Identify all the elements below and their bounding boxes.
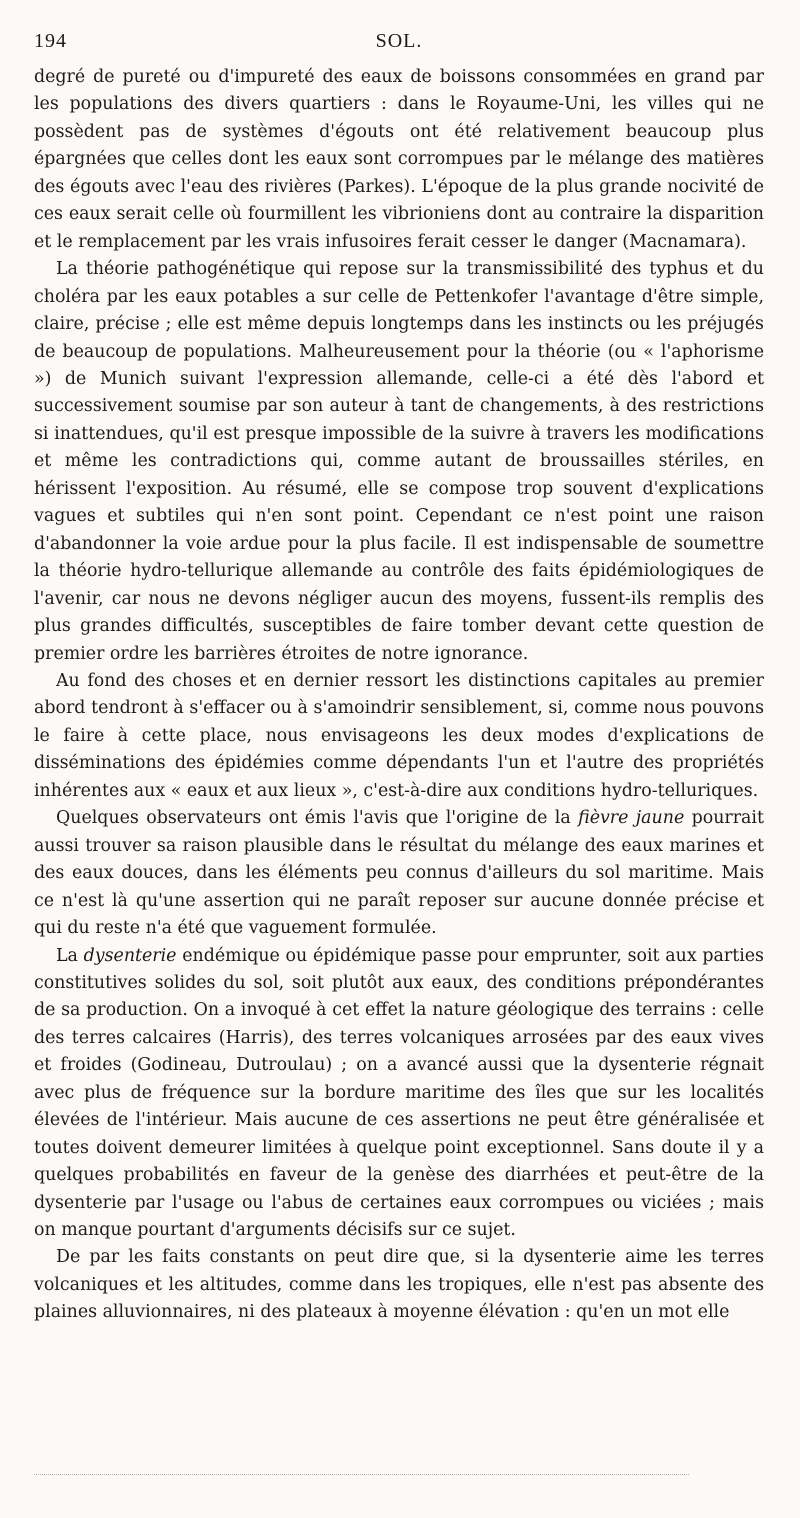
body-text (34, 64, 764, 1327)
page (34, 30, 764, 1327)
italic-term: fièvre jaune (578, 808, 685, 829)
paragraph (34, 805, 764, 942)
paragraph (34, 64, 764, 256)
paragraph-text: degré de pureté ou d'impureté des eaux de boissons consommées en grand par les populations des divers quartiers : dans le Royaume-Uni, les villes qui ne possèdent pas de systèmes d'égouts ont été relativement beaucoup plus épargnées que celles dont les eaux sont corrompues par le mélange des matières des égouts avec l'eau des rivières (Parkes). L'époque de la plus grande nocivité de ces eaux serait celle où fourmillent les vibrioniens dont au contraire la disparition et le remplacement par les vrais infusoires ferait cesser le danger (Macnamara). (34, 67, 764, 252)
paragraph-text: Au fond des choses et en dernier ressort les distinctions capitales au premier abord tendront à s'effacer ou à s'amoindrir sensiblement, si, comme nous pouvons le faire à cette place, nous envisageons les deux modes d'explications de disséminations des épidémies comme dépendants l'un et l'autre des propriétés inhérentes aux « eaux et aux lieux », c'est-à-dire aux conditions hydro-telluriques. (34, 670, 764, 801)
paragraph-text: Quelques observateurs ont émis l'avis que l'origine de la (56, 808, 579, 829)
paragraph-text: De par les faits constants on peut dire que, si la dysenterie aime les terres volcaniques et les altitudes, comme dans les tropiques, elle n'est pas absente des plaines alluvionnaires, ni des plateaux à moyenne élévation : qu'en un mot elle (34, 1247, 764, 1323)
paragraph (34, 256, 764, 668)
running-title: SOL. (375, 30, 423, 52)
italic-term: dysenterie (83, 945, 177, 966)
paragraph (34, 943, 764, 1245)
paragraph-text: pourrait aussi trouver sa raison plausible dans le résultat du mélange des eaux marines et des eaux douces, dans les éléments peu connus d'ailleurs du sol maritime. Mais ce n'est là qu'une assertion qui ne paraît reposer sur aucune donnée précise et qui du reste n'a été que vaguement formulée. (34, 808, 764, 939)
paragraph-text: endémique ou épidémique passe pour emprunter, soit aux parties constitutives solides du sol, soit plutôt aux eaux, des conditions prépondérantes de sa production. On a invoqué à cet effet la nature géologique des terrains : celle des terres calcaires (Harris), des terres volcaniques arrosées par des eaux vives et froides (Godineau, Dutroulau) ; on a avancé aussi que la dysenterie régnait avec plus de fréquence sur la bordure maritime des îles que sur les localités élevées de l'intérieur. Mais aucune de ces assertions ne peut être généralisée et toutes doivent demeurer limitées à quelque point exceptionnel. Sans doute il y a quelques probabilités en faveur de la genèse des diarrhées et peut-être de la dysenterie par l'usage ou l'abus de certaines eaux corrompues ou viciées ; mais on manque pourtant d'arguments décisifs sur ce sujet. (34, 945, 764, 1241)
footer-rule (34, 1474, 689, 1475)
paragraph-text: La (56, 945, 84, 966)
paragraph-text: La théorie pathogénétique qui repose sur la transmissibilité des typhus et du choléra par les eaux potables a sur celle de Pettenkofer l'avantage d'être simple, claire, précise ; elle est même depuis longtemps dans les instincts ou les préjugés de beaucoup de populations. Malheureusement pour la théorie (ou « l'aphorisme ») de Munich suivant l'expression allemande, celle-ci a été dès l'abord et successivement soumise par son auteur à tant de changements, à des restrictions si inattendues, qu'il est presque impossible de la suivre à travers les modifications et même les contradictions qui, comme autant de broussailles stériles, en hérissent l'exposition. Au résumé, elle se compose trop souvent d'explications vagues et subtiles qui n'en sont point. Cependant ce n'est point une raison d'abandonner la voie ardue pour la plus facile. Il est indispensable de soumettre la théorie hydro-tellurique allemande au contrôle des faits épidémiologiques de l'avenir, car nous ne devons négliger aucun des moyens, fussent-ils remplis des plus grandes difficultés, susceptibles de faire tomber devant cette question de premier ordre les barrières étroites de notre ignorance. (34, 259, 764, 664)
page-header (34, 30, 764, 64)
page-number: 194 (34, 30, 67, 52)
paragraph (34, 1244, 764, 1326)
paragraph (34, 668, 764, 805)
